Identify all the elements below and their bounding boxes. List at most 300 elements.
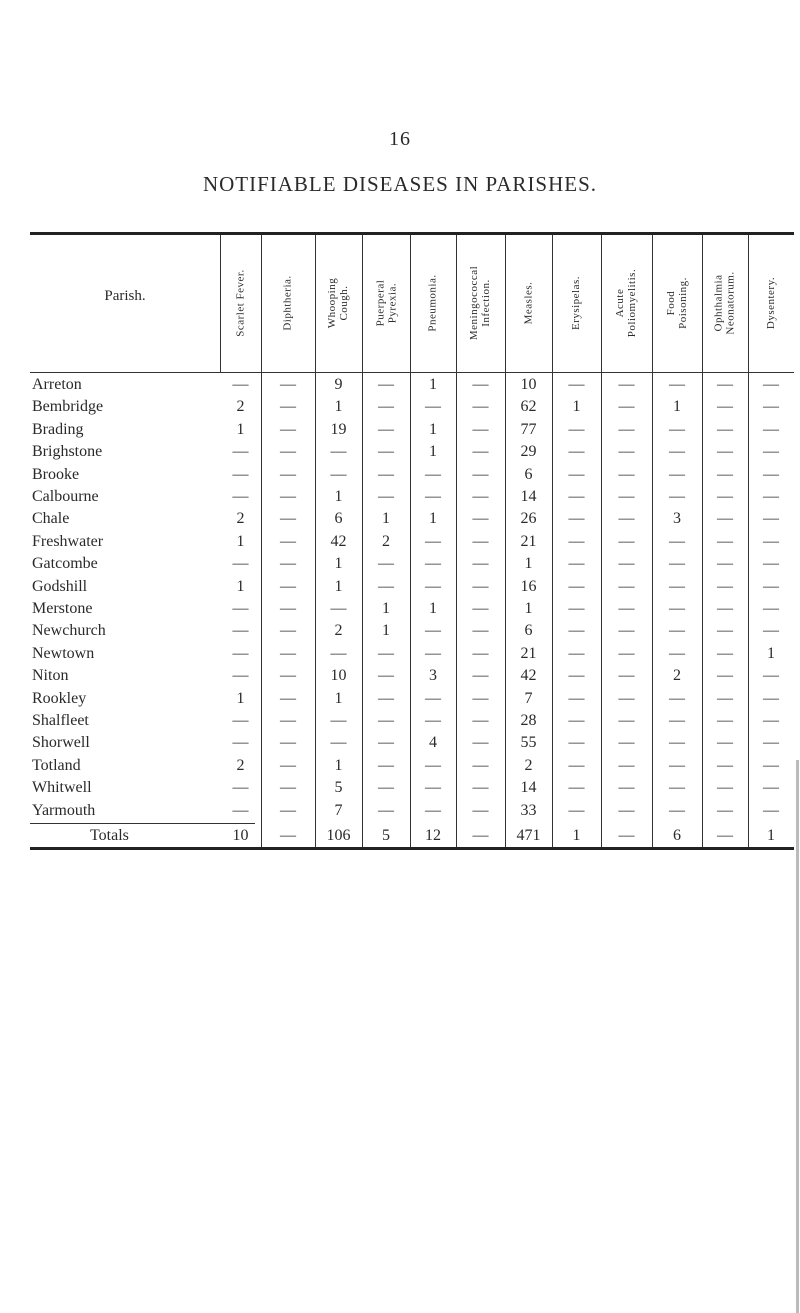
table-cell: 1 [382,622,390,640]
parish-name: Gatcombe [32,555,98,573]
table-cell: — [280,510,296,528]
column-header [362,236,410,370]
table-cell: — [330,712,347,729]
table-cell: — [669,689,685,707]
table-row [30,711,794,734]
table-cell: — [330,734,347,752]
table-cell: — [618,376,635,393]
table-cell: — [669,443,685,461]
table-cell: — [669,420,685,438]
table-cell: — [618,555,635,573]
table-cell: — [425,465,441,483]
column-header [601,236,652,370]
table-cell: — [378,488,394,505]
table-cell: — [378,420,394,438]
table-cell: — [568,667,585,685]
table-cell: — [568,600,585,617]
table-cell: — [669,801,685,819]
table-cell: 12 [425,827,441,844]
table-cell: — [763,600,779,617]
table-cell: — [472,600,489,617]
table-cell: 3 [429,667,437,685]
table-cell: 106 [326,827,351,844]
parish-name: Rookley [32,689,87,707]
table-cell: — [378,644,394,662]
table-cell: 4 [429,734,437,752]
parish-name: Godshill [32,577,88,595]
table-row [30,778,794,801]
table-cell: — [378,465,394,483]
table-cell: 1 [767,827,775,844]
column-header-label: Acute Poliomyelitis. [614,268,639,338]
table-cell: 1 [572,827,581,844]
table-cell: — [568,577,585,595]
table-cell: — [717,376,733,393]
table-cell: 1 [334,488,343,505]
table-cell: — [568,465,585,483]
table-cell: 14 [520,488,537,505]
parish-name: Shalfleet [32,712,89,729]
table-cell: — [763,779,779,797]
table-cell: — [330,465,347,483]
table-cell: — [763,420,779,438]
table-cell: 10 [520,376,537,393]
table-cell: — [472,801,489,819]
table-cell: — [280,779,296,797]
table-cell: — [717,779,733,797]
table-cell: — [472,779,489,797]
table-cell: — [425,622,441,640]
table-cell: — [763,577,779,595]
table-cell: — [669,779,685,797]
table-cell: 2 [673,667,681,685]
table-cell: — [717,712,733,729]
table-cell: — [618,577,635,595]
table-cell: 1 [382,600,390,617]
table-cell: — [378,734,394,752]
table-cell: — [232,555,249,573]
table-cell: — [717,644,733,662]
header-rule [30,372,794,373]
parish-name: Newtown [32,644,95,662]
table-cell: — [280,577,296,595]
table-cell: — [669,734,685,752]
table-row [30,420,794,443]
parish-name: Totland [32,756,81,774]
table-cell: 2 [236,398,245,416]
column-header-label: Whooping Cough. [326,277,351,329]
table-cell: — [618,443,635,461]
table-row [30,733,794,756]
table-cell: — [763,532,779,550]
table-cell: — [618,756,635,774]
parish-name: Shorwell [32,734,90,752]
table-cell: — [717,488,733,505]
table-cell: — [280,622,296,640]
table-cell: 42 [330,532,347,550]
table-cell: — [378,667,394,685]
table-cell: — [232,667,249,685]
table-row [30,666,794,689]
table-cell: — [232,712,249,729]
table-cell: 2 [236,510,245,528]
diseases-table [30,232,794,850]
table-cell: 77 [520,420,537,438]
parish-name: Merstone [32,600,93,617]
table-row [30,487,794,510]
table-cell: — [425,801,441,819]
table-cell: — [717,555,733,573]
table-cell: — [717,667,733,685]
table-row [30,621,794,644]
table-cell: — [568,712,585,729]
table-cell: — [618,734,635,752]
table-cell: — [280,667,296,685]
table-cell: — [232,443,249,461]
table-cell: — [472,756,489,774]
table-cell: — [618,398,635,416]
parish-name: Newchurch [32,622,106,640]
table-cell: 1 [236,420,245,438]
table-row [30,599,794,622]
table-cell: 10 [330,667,347,685]
table-cell: — [568,779,585,797]
table-cell: — [280,555,296,573]
table-cell: — [618,801,635,819]
table-cell: — [669,712,685,729]
table-cell: — [568,734,585,752]
table-cell: — [378,779,394,797]
table-cell: — [232,779,249,797]
table-cell: — [763,376,779,393]
table-cell: — [568,644,585,662]
parish-name: Calbourne [32,488,99,505]
table-cell: — [280,398,296,416]
table-cell: — [425,756,441,774]
table-cell: — [425,689,441,707]
parish-column-header: Parish. [104,288,146,304]
table-cell: — [763,443,779,461]
table-cell: — [280,801,296,819]
table-cell: — [568,376,585,393]
parish-name: Whitwell [32,779,92,797]
table-cell: 1 [767,644,775,662]
column-header-label: Meningococcal Infection. [468,265,493,341]
table-cell: — [763,756,779,774]
table-cell: — [763,801,779,819]
table-cell: 1 [429,420,437,438]
table-cell: — [280,488,296,505]
table-cell: — [717,600,733,617]
table-cell: 6 [334,510,343,528]
table-cell: — [618,510,635,528]
table-cell: — [472,555,489,573]
column-header-label: Measles. [522,281,535,325]
table-cell: — [472,734,489,752]
parish-name: Brooke [32,465,80,483]
column-header-label: Food Poisoning. [665,277,690,329]
page-edge-shadow [796,760,799,1313]
parish-name: Arreton [32,376,82,393]
table-cell: — [618,689,635,707]
table-cell: — [669,577,685,595]
table-cell: — [280,465,296,483]
table-cell: — [568,420,585,438]
table-cell: — [472,420,489,438]
column-header [315,236,362,370]
table-cell: — [763,734,779,752]
table-cell: — [717,827,733,844]
table-cell: — [568,532,585,550]
table-cell: — [763,712,779,729]
table-cell: 1 [429,510,437,528]
table-cell: — [232,644,249,662]
table-cell: — [568,622,585,640]
table-cell: 1 [429,600,437,617]
table-cell: 1 [673,398,681,416]
table-cell: — [472,667,489,685]
table-cell: — [472,712,489,729]
table-cell: 7 [334,801,343,819]
table-top-rule [30,232,794,235]
table-cell: — [618,644,635,662]
table-cell: — [280,827,296,844]
table-cell: — [669,465,685,483]
table-cell: 1 [236,532,245,550]
table-cell: — [763,510,779,528]
table-cell: — [378,689,394,707]
table-cell: — [568,689,585,707]
table-cell: — [717,622,733,640]
table-cell: 1 [429,443,437,461]
table-cell: 14 [520,779,537,797]
table-cell: — [425,712,441,729]
table-cell: — [232,465,249,483]
table-cell: — [568,801,585,819]
table-cell: — [618,827,635,844]
table-cell: — [378,443,394,461]
column-header-label: Dysentery. [765,276,777,330]
column-header [261,236,315,370]
table-cell: 19 [330,420,347,438]
table-cell: — [618,712,635,729]
table-cell: 26 [520,510,537,528]
table-cell: — [232,622,249,640]
table-cell: — [717,443,733,461]
table-cell: — [378,555,394,573]
table-cell: — [618,622,635,640]
table-cell: 21 [520,532,537,550]
table-cell: 1 [236,577,245,595]
table-cell: — [232,376,249,393]
table-cell: 1 [236,689,245,707]
table-cell: — [472,488,489,505]
table-cell: — [568,510,585,528]
table-cell: — [568,488,585,505]
table-cell: — [425,532,441,550]
table-cell: — [669,555,685,573]
table-cell: 1 [524,600,533,617]
table-cell: — [425,577,441,595]
parish-name: Freshwater [32,532,104,550]
totals-row [30,826,794,849]
parish-name: Brighstone [32,443,103,461]
table-row [30,442,794,465]
table-cell: — [472,622,489,640]
table-cell: 1 [382,510,390,528]
table-cell: — [717,532,733,550]
table-row [30,801,794,824]
table-row [30,689,794,712]
table-cell: — [280,376,296,393]
table-cell: 21 [520,644,537,662]
table-cell: — [472,443,489,461]
table-cell: 1 [334,555,343,573]
column-header-label: Puerperal Pyrexia. [374,279,398,327]
table-cell: — [618,420,635,438]
table-cell: — [472,827,489,844]
table-cell: 1 [334,398,343,416]
page-title: NOTIFIABLE DISEASES IN PARISHES. [202,172,598,196]
table-cell: — [472,577,489,595]
table-cell: 6 [524,622,533,640]
column-header-label: Erysipelas. [570,275,583,331]
column-header-label: Scarlet Fever. [234,269,247,337]
table-cell: — [618,667,635,685]
table-cell: — [330,644,347,662]
table-cell: — [618,532,635,550]
table-cell: 3 [673,510,681,528]
table-row [30,465,794,488]
table-cell: — [378,398,394,416]
table-cell: — [717,756,733,774]
table-cell: — [669,644,685,662]
table-cell: — [378,577,394,595]
table-cell: — [378,756,394,774]
column-header [552,236,601,370]
table-cell: — [618,600,635,617]
table-row [30,554,794,577]
table-cell: — [763,488,779,505]
parish-name: Bembridge [32,398,104,416]
table-cell: — [717,510,733,528]
table-cell: — [280,644,296,662]
table-cell: 33 [520,801,537,819]
table-cell: — [232,488,249,505]
table-cell: — [717,398,733,416]
table-cell: — [669,376,685,393]
table-cell: — [280,600,296,617]
table-cell: 2 [524,756,533,774]
parish-name: Niton [32,667,69,685]
table-row [30,532,794,555]
page-number: 16 [389,128,411,150]
column-header-label: Pneumonia. [427,274,439,332]
table-row [30,644,794,667]
table-cell: 471 [516,827,541,844]
table-cell: 29 [520,443,537,461]
column-header [220,236,261,370]
table-cell: — [717,689,733,707]
table-cell: 5 [382,827,390,844]
table-cell: 62 [520,398,537,416]
table-cell: — [618,488,635,505]
table-cell: 9 [334,376,343,393]
table-cell: — [280,532,296,550]
table-cell: — [472,689,489,707]
table-cell: — [425,398,441,416]
table-cell: — [763,465,779,483]
table-cell: — [280,420,296,438]
table-cell: 1 [334,689,343,707]
table-cell: — [717,465,733,483]
table-cell: — [280,689,296,707]
table-cell: — [232,734,249,752]
table-cell: — [378,801,394,819]
table-cell: — [669,600,685,617]
table-cell: — [763,622,779,640]
table-cell: — [280,756,296,774]
parish-name: Totals [90,827,129,844]
table-cell: 7 [524,689,533,707]
table-cell: — [280,734,296,752]
table-cell: 55 [520,734,537,752]
table-cell: — [669,488,685,505]
column-header-label: Diphtheria. [282,275,295,331]
table-row [30,375,794,398]
table-cell: — [472,465,489,483]
table-row [30,509,794,532]
table-cell: — [568,443,585,461]
column-header [410,236,456,370]
table-cell: — [280,712,296,729]
table-cell: 2 [334,622,343,640]
table-cell: — [669,622,685,640]
table-cell: — [763,689,779,707]
table-cell: 1 [524,555,533,573]
table-cell: — [425,644,441,662]
table-cell: — [472,398,489,416]
table-cell: — [232,801,249,819]
table-cell: — [425,555,441,573]
table-cell: — [472,644,489,662]
table-cell: — [763,555,779,573]
column-header [702,236,748,370]
table-cell: — [717,577,733,595]
table-cell: — [425,779,441,797]
table-cell: — [472,532,489,550]
table-cell: — [232,600,249,617]
table-cell: 28 [520,712,537,729]
table-cell: 1 [429,376,437,393]
table-cell: — [717,734,733,752]
table-cell: — [717,801,733,819]
column-header [652,236,702,370]
table-cell: 16 [520,577,537,595]
table-row [30,577,794,600]
parish-name: Chale [32,510,70,528]
column-header-label: Ophthalmia Neonatorum. [713,271,738,335]
column-header [748,236,794,370]
table-cell: 2 [236,756,245,774]
table-cell: 10 [232,827,249,844]
table-cell: — [568,756,585,774]
table-cell: 1 [334,577,343,595]
parish-name: Brading [32,420,84,438]
parish-name: Yarmouth [32,801,96,819]
table-cell: — [717,420,733,438]
table-cell: — [472,510,489,528]
